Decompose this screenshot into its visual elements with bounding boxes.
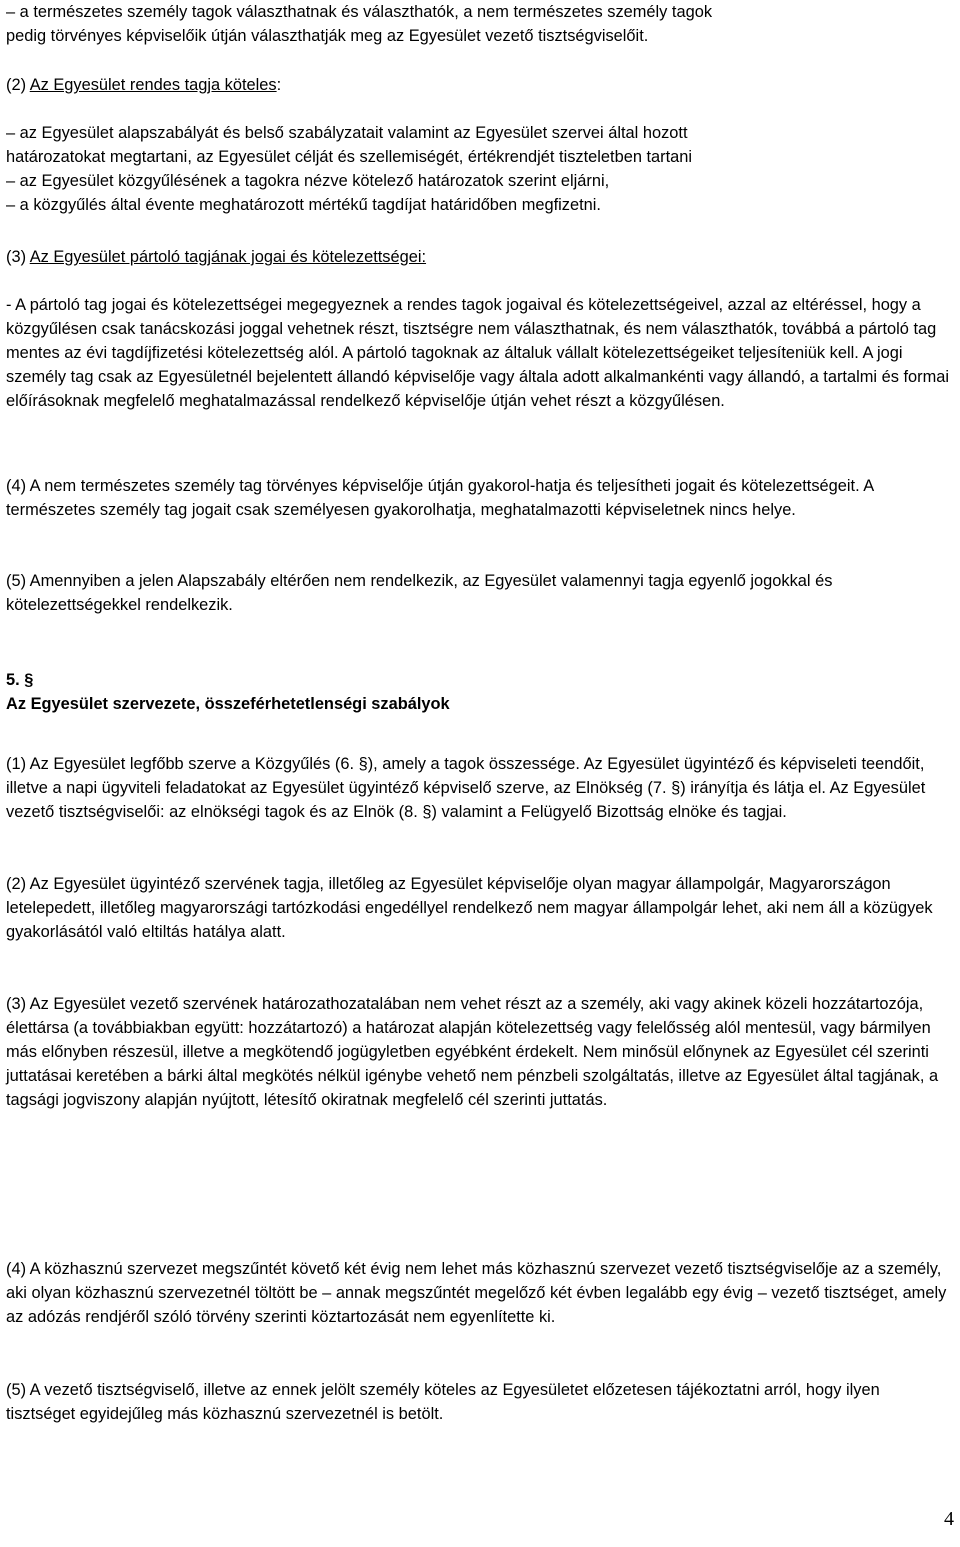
paragraph-body: (5) A vezető tisztségviselő, illetve az ennek jelölt személy köteles az Egyesületet előzetesen tájékoztatni arról, hogy ilyen tisztséget egyidejűleg más közhasznú szervezetnél is betölt.: [6, 1381, 880, 1423]
chapter-paragraph-3: [6, 992, 952, 1112]
section-2-title: Az Egyesület rendes tagja köteles: [29, 76, 277, 94]
chapter-paragraph-4: [6, 1257, 952, 1329]
text-line: pedig törvényes képviselőik útján választhatják meg az Egyesület vezető tisztségviselőit.: [6, 27, 649, 45]
top-paragraph: [6, 0, 952, 48]
section-3-prefix: (3): [6, 248, 30, 266]
paragraph-body: (3) Az Egyesület vezető szervének határozathozatalában nem vehet részt az a személy, aki vagy akinek közeli hozzátartozója, élettársa (a továbbiakban együtt: hozzátartozó) a határozat alapján kötelezettség vagy felelősség alól mentesül, vagy bármilyen más előnyben részesül, illetve a megkötendő jogügyletben egyébként érdekelt. Nem minősül előnynek az Egyesület cél szerinti juttatásai keretében a bárki által megkötés nélkül igénybe vehető nem pénzbeli szolgáltatás, illetve az Egyesület által tagjának, a tagsági jogviszony alapján nyújtott, létesítő okiratnak megfelelő cél szerinti juttatás.: [6, 995, 939, 1109]
section-2-heading: [6, 73, 952, 97]
chapter-paragraph-2: [6, 872, 952, 944]
section-5-body: (5) Amennyiben a jelen Alapszabály eltérően nem rendelkezik, az Egyesület valamennyi tagja egyenlő jogokkal és kötelezettségekkel rendelkezik.: [6, 572, 833, 614]
list-item: – az Egyesület közgyűlésének a tagokra nézve kötelező határozatok szerint eljárni,: [6, 172, 610, 190]
section-3-body: - A pártoló tag jogai és kötelezettségei megegyeznek a rendes tagok jogaival és kötelezettségeivel, azzal az eltéréssel, hogy a közgyűlésen csak tanácskozási joggal vehetnek részt, tisztségre nem választhatnak, és nem választhatók, továbbá a pártoló tag mentes az évi tagdíjfizetési kötelezettség alól. A pártoló tagoknak az általuk vállalt kötelezettségeiket teljesíteniük kell. A jogi személy tag csak az Egyesületnél bejelentett állandó képviselője vagy általa adott alkalmankénti vagy állandó, a tartalmi és formai előírásoknak megfelelő meghatalmazással rendelkező képviselője útján vehet részt a közgyűlésen.: [6, 296, 949, 410]
list-item: – az Egyesület alapszabályát és belső szabályzatait valamint az Egyesület szervei által hozott: [6, 124, 688, 142]
section-3-title: Az Egyesület pártoló tagjának jogai és kötelezettségei:: [29, 248, 427, 266]
page-number: 4: [944, 1508, 954, 1530]
list-item-continuation: határozatokat megtartani, az Egyesület célját és szellemiségét, értékrendjét tiszteletben tartani: [6, 148, 693, 166]
paragraph-body: (2) Az Egyesület ügyintéző szervének tagja, illetőleg az Egyesület képviselője olyan magyar állampolgár, Magyarországon letelepedett, illetőleg magyarországi tartózkodási engedéllyel rendelkező nem magyar állampolgár lehet, aki nem áll a közügyek gyakorlásától való eltiltás hatálya alatt.: [6, 875, 933, 941]
section-4: [6, 474, 952, 522]
paragraph-body: (4) A közhasznú szervezet megszűntét követő két évig nem lehet más közhasznú szervezet vezető tisztségviselője az a személy, aki olyan közhasznú szervezetnél töltött be – annak megszűntét megelőző két évben legalább egy évig – vezető tisztséget, amely az adózás rendjéről szóló törvény szerinti köztartozását nem egyenlítette ki.: [6, 1260, 947, 1326]
section-2: [6, 73, 952, 217]
section-3: [6, 245, 952, 413]
section-2-suffix: :: [276, 76, 282, 94]
chapter-number: 5. §: [6, 671, 34, 689]
section-2-prefix: (2): [6, 76, 30, 94]
chapter-title: Az Egyesület szervezete, összeférhetetlenségi szabályok: [6, 695, 450, 713]
chapter-paragraph-1: [6, 752, 952, 824]
paragraph-body: (1) Az Egyesület legfőbb szerve a Közgyűlés (6. §), amely a tagok összessége. Az Egyesület ügyintéző és képviseleti teendőit, illetve a napi ügyviteli feladatokat az Egyesület ügyintéző képviselő szerve, az Elnökség (7. §) irányítja és látja el. Az Egyesület vezető tisztségviselői: az elnökségi tagok és az Elnök (8. §) valamint a Felügyelő Bizottság elnöke és tagjai.: [6, 755, 926, 821]
text-line: – a természetes személy tagok választhatnak és választhatók, a nem természetes személy tagok: [6, 3, 713, 21]
chapter-heading: [6, 668, 952, 716]
section-3-heading: [6, 245, 952, 269]
section-4-body: (4) A nem természetes személy tag törvényes képviselője útján gyakorol-hatja és teljesítheti jogait és kötelezettségeit. A természetes személy tag jogait csak személyesen gyakorolhatja, meghatalmazotti képviseletnek nincs helye.: [6, 477, 874, 519]
list-item: – a közgyűlés által évente meghatározott mértékű tagdíjat határidőben megfizetni.: [6, 196, 601, 214]
section-5: [6, 569, 952, 617]
chapter-paragraph-5: [6, 1378, 952, 1426]
